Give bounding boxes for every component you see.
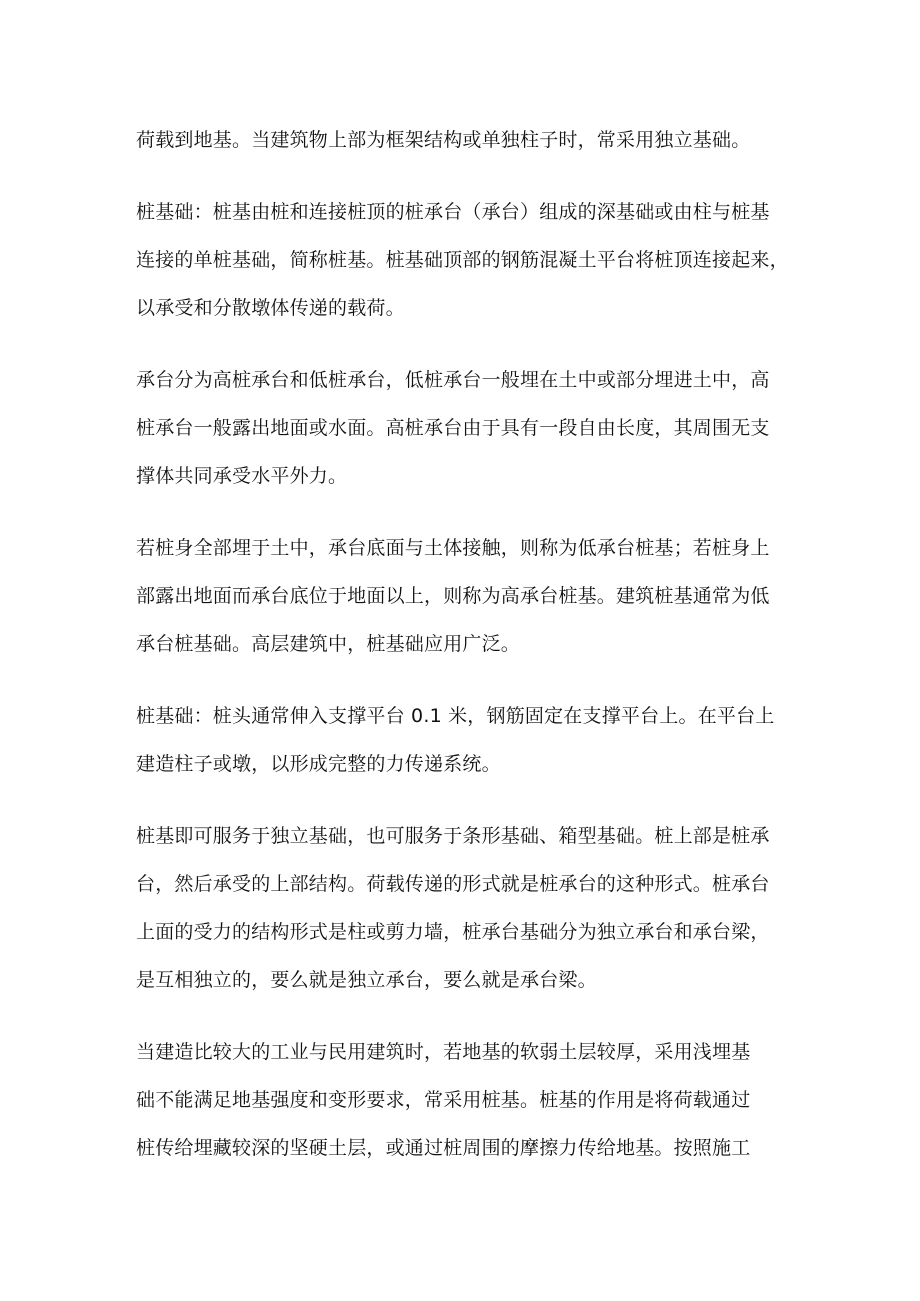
text-line: 当建造比较大的工业与民用建筑时，若地基的软弱土层较厚，采用浅埋基	[136, 1041, 751, 1063]
text-line: 荷载到地基。当建筑物上部为框架结构或单独柱子时，常采用独立基础。	[136, 129, 751, 151]
text-line: 桩基础：桩基由桩和连接桩顶的桩承台（承台）组成的深基础或由柱与桩基	[136, 201, 770, 223]
text-line: 台，然后承受的上部结构。荷载传递的形式就是桩承台的这种形式。桩承台	[136, 873, 770, 895]
text-line: 桩基即可服务于独立基础，也可服务于条形基础、箱型基础。桩上部是桩承	[136, 825, 770, 847]
text-line: 承台分为高桩承台和低桩承台，低桩承台一般埋在土中或部分埋进土中，高	[136, 369, 770, 391]
text-line: 桩传给埋藏较深的坚硬土层，或通过桩周围的摩擦力传给地基。按照施工	[136, 1137, 751, 1159]
text-line: 桩基础：桩头通常伸入支撑平台 0.1 米，钢筋固定在支撑平台上。在平台上	[136, 705, 775, 727]
text-line: 以承受和分散墩体传递的载荷。	[136, 297, 405, 319]
text-line: 若桩身全部埋于土中，承台底面与土体接触，则称为低承台桩基；若桩身上	[136, 537, 770, 559]
text-line: 桩承台一般露出地面或水面。高桩承台由于具有一段自由长度，其周围无支	[136, 417, 770, 439]
text-line: 是互相独立的，要么就是独立承台，要么就是承台梁。	[136, 969, 597, 991]
text-line: 撑体共同承受水平外力。	[136, 465, 348, 487]
text-line: 建造柱子或墩，以形成完整的力传递系统。	[136, 753, 501, 775]
text-line: 连接的单桩基础，简称桩基。桩基础顶部的钢筋混凝土平台将桩顶连接起来，	[136, 249, 789, 271]
text-line: 承台桩基础。高层建筑中，桩基础应用广泛。	[136, 633, 521, 655]
text-line: 部露出地面而承台底位于地面以上，则称为高承台桩基。建筑桩基通常为低	[136, 585, 770, 607]
text-line: 础不能满足地基强度和变形要求，常采用桩基。桩基的作用是将荷载通过	[136, 1089, 751, 1111]
text-line: 上面的受力的结构形式是柱或剪力墙，桩承台基础分为独立承台和承台梁，	[136, 921, 770, 943]
